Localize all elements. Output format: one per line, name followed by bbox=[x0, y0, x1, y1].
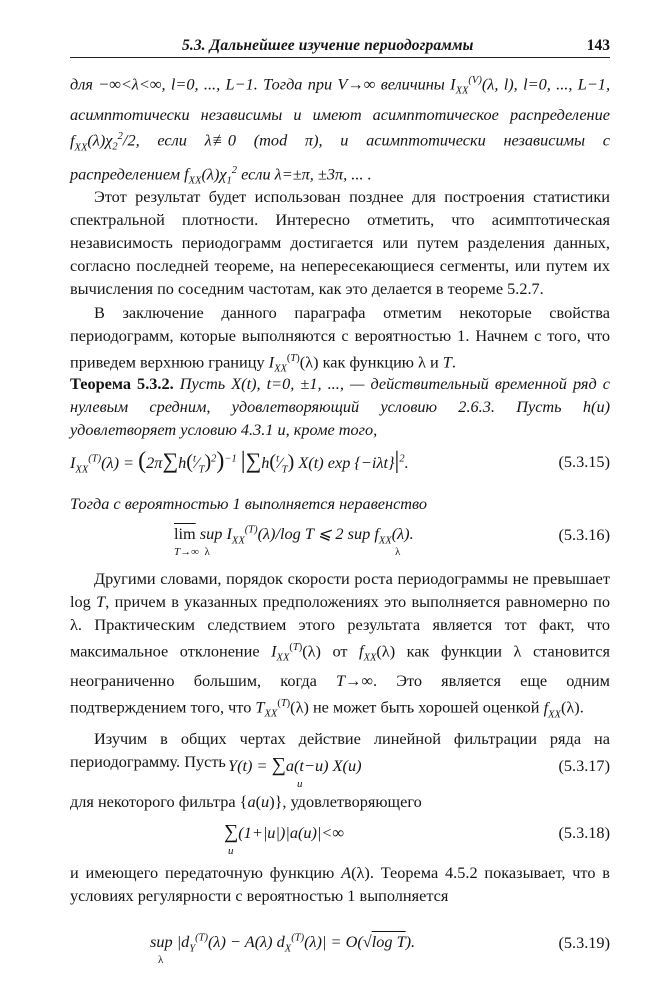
theorem-continuation: для −∞<λ<∞, l=0, ..., L−1. Тогда при V→∞ величины $I_{XX}^{(V)}(\lambda$, l), l=0, ..., L−1, асимптотически независимы и имеют асимптотическое распределение $f_{XX}(\lambda)\chi_2^2/2$, если λ≢0 (mod π), и асимптотически независимы с распределением $f_{XX}(\lambda)\chi_1^2$ если λ=±π, ±3π, ... . bbox=[70, 74, 611, 187]
theorem-label: Теорема 5.3.2. bbox=[70, 374, 174, 393]
equation-number: (5.3.16) bbox=[558, 525, 610, 544]
paragraph-2: Этот результат будет использован позднее для построения статистики спектральной плотности. Интересно отметить, что асимптотическая независимость периодограмм достигается или путем разделения данных, согласно последней теореме, на непересекающиеся сегменты, или путем их вычисления по соседним частотам, как это делается в теореме 5.2.7. bbox=[70, 187, 610, 298]
equation-number: (5.3.19) bbox=[558, 933, 610, 952]
equation-5-3-16: $\overline{lim}$ sup $I_{XX}^{(T)}(\lambda)/\log$ T ⩽ 2 sup $f_{XX}(\lambda)$. T→∞ λ λ (5.3.16) bbox=[174, 524, 610, 558]
running-head bbox=[70, 37, 610, 58]
equation-number: (5.3.17) bbox=[558, 756, 610, 775]
equation-number: (5.3.18) bbox=[558, 823, 610, 842]
equation-5-3-18: ∑(1+|u|)|a(u)|<∞ u (5.3.18) bbox=[224, 821, 610, 857]
running-head-title: 5.3. Дальнейшее изучение периодограммы bbox=[182, 37, 474, 54]
equation-number: (5.3.15) bbox=[558, 452, 610, 471]
paragraph-7: для некоторого фильтра {a(u)}, удовлетворяющего bbox=[70, 792, 422, 811]
paragraph-3: В заключение данного параграфа отметим некоторые свойства периодограмм, которые выполняются с вероятностью 1. Начнем с того, что приведем верхнюю границу $I_{XX}^{(T)}(\lambda)$ как функцию λ и T. bbox=[70, 303, 610, 375]
paragraph-4: Тогда с вероятностью 1 выполняется неравенство bbox=[70, 494, 428, 513]
paragraph-6: Изучим в общих чертах действие линейной фильтрации ряда на периодограмму. Пусть bbox=[70, 729, 610, 771]
paragraph-5: Другими словами, порядок скорости роста периодограммы не превышает log T, причем в указанных предположениях это выполняется равномерно по λ. Практическим следствием этого результата является тот факт, что максимальное отклонение $I_{XX}^{(T)}(\lambda)$ от $f_{XX}(\lambda)$ как функции λ становится неограниченно большим, когда T→∞. Это является еще одним подтверждением того, что $T_{XX}^{(T)}(\lambda)$ не может быть хорошей оценкой $f_{XX}(\lambda)$. bbox=[70, 569, 611, 720]
equation-5-3-19: sup $|d_Y^{(T)}(\lambda) - A(\lambda) d_X^{(T)}(\lambda)| = O(√\log$ T). λ (5.3.19) bbox=[150, 932, 610, 966]
paragraph-8: и имеющего передаточную функцию A(λ). Теорема 4.5.2 показывает, что в условиях регулярности с вероятностью 1 выполняется bbox=[70, 863, 610, 905]
equation-5-3-17: Y(t) = ∑a(t−u) X(u) u (5.3.17) bbox=[228, 754, 610, 790]
page-number: 143 bbox=[586, 37, 610, 54]
equation-5-3-15: $I_{XX}^{(T)}(\lambda)$ = $(2\pi\sum h(^t⁄_T)^2)^{-1}$ $|\sum h(^t⁄_T)$ X(t) $\exp \{-i\lambda t\}|^2$. (5.3.15) bbox=[70, 448, 610, 476]
theorem-5-3-2: Теорема 5.3.2. Пусть X(t), t=0, ±1, ..., — действительный временной ряд с нулевым средним, удовлетворяющий условию 2.6.3. Пусть h(u) удовлетворяет условию 4.3.1 и, кроме того, bbox=[70, 374, 610, 439]
